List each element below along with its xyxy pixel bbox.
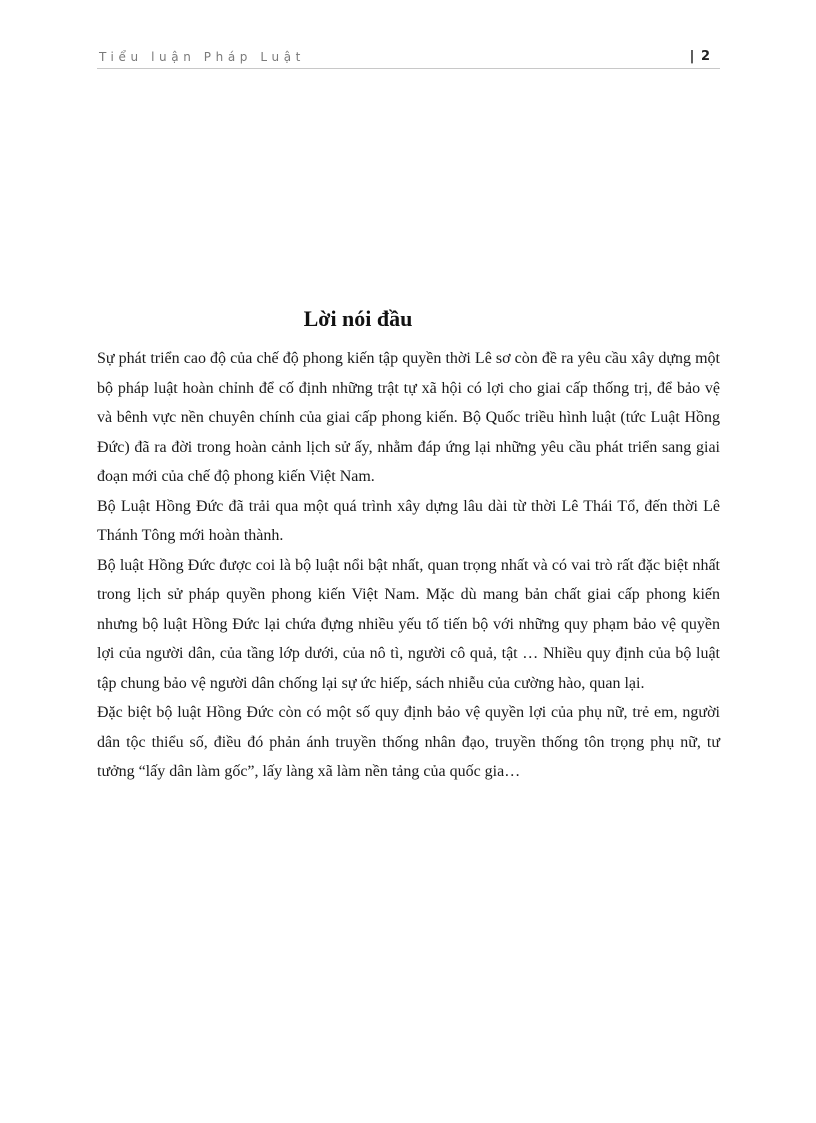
page-separator: |: [689, 49, 695, 64]
document-title: Lời nói đầu: [303, 306, 413, 331]
header-title: Tiểu luận Pháp Luật: [99, 50, 305, 64]
paragraph: Đặc biệt bộ luật Hồng Đức còn có một số quy định bảo vệ quyền lợi của phụ nữ, trẻ em, người dân tộc thiểu số, điều đó phản ánh truyền thống nhân đạo, truyền thống tôn trọng phụ nữ, tư tưởng “lấy dân làm gốc”, lấy làng xã làm nền tảng của quốc gia…: [97, 704, 720, 780]
page-number-block: [690, 49, 710, 64]
paragraph: Bộ Luật Hồng Đức đã trải qua một quá trình xây dựng lâu dài từ thời Lê Thái Tổ, đến thời Lê Thánh Tông mới hoàn thành.: [97, 497, 720, 544]
paragraph: Bộ luật Hồng Đức được coi là bộ luật nổi bật nhất, quan trọng nhất và có vai trò rất đặc biệt nhất trong lịch sử pháp quyền phong kiến Việt Nam. Mặc dù mang bản chất giai cấp phong kiến nhưng bộ luật Hồng Đức lại chứa đựng nhiều yếu tố tiến bộ với những quy phạm bảo vệ quyền lợi của người dân, của tầng lớp dưới, của nô tì, người cô quả, tật … Nhiều quy định của bộ luật tập chung bảo vệ người dân chống lại sự ức hiếp, sách nhiễu của cường hào, quan lại.: [97, 556, 720, 692]
paragraph: Sự phát triển cao độ của chế độ phong kiến tập quyền thời Lê sơ còn đề ra yêu cầu xây dựng một bộ pháp luật hoàn chỉnh để cố định những trật tự xã hội có lợi cho giai cấp thống trị, để bảo vệ và bênh vực nền chuyên chính của giai cấp phong kiến. Bộ Quốc triều hình luật (tức Luật Hồng Đức) đã ra đời trong hoàn cảnh lịch sử ấy, nhằm đáp ứng lại những yêu cầu phát triển sang giai đoạn mới của chế độ phong kiến Việt Nam.: [97, 350, 720, 485]
document-body: [97, 344, 720, 787]
page-number: 2: [700, 49, 710, 64]
page-header: [97, 48, 720, 69]
